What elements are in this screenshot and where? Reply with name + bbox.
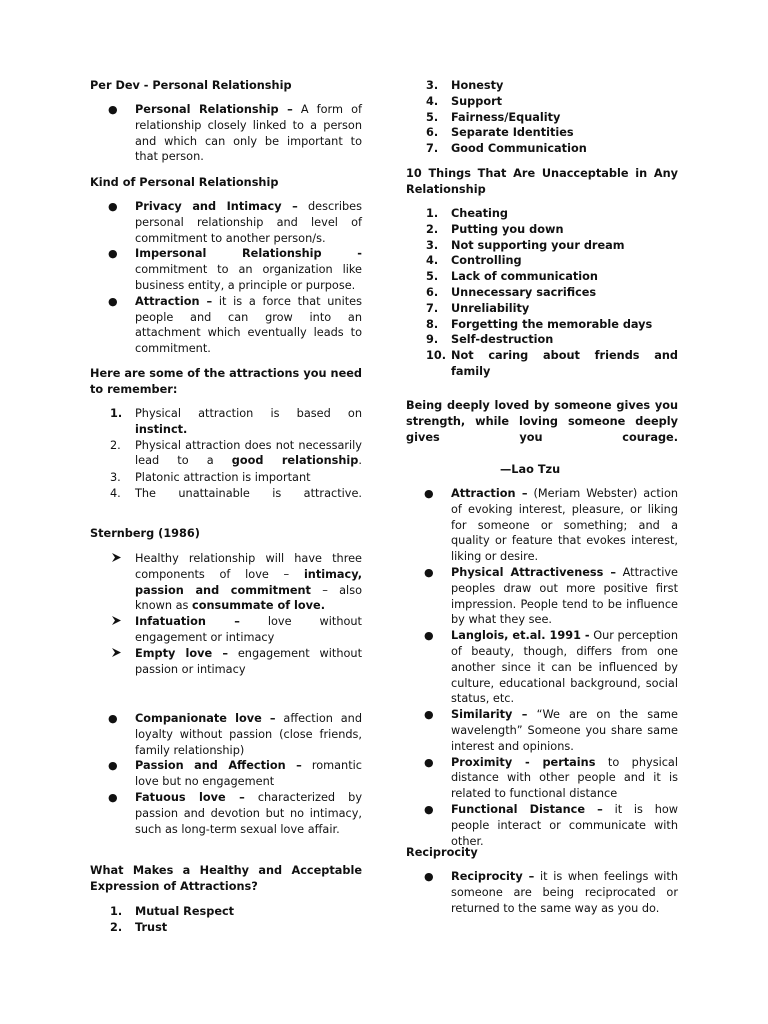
list-item: 1. Mutual Respect	[110, 905, 235, 918]
list-item: ● Reciprocity – it is when feelings with someone are being reciprocated or returned to the same way as you do.	[424, 870, 679, 915]
bullet-icon: ●	[108, 294, 118, 308]
bullet-icon: ●	[424, 802, 434, 816]
bullet-icon: ●	[424, 487, 434, 500]
term: Attraction –	[451, 487, 528, 500]
arrow-bullet-icon	[111, 647, 123, 663]
document-title: Per Dev - Personal Relationship	[90, 79, 292, 92]
item-number: 4.	[110, 486, 121, 500]
list-item: 4. Controlling	[426, 254, 522, 268]
list-item: Empty love – engagement without passion or intimacy	[90, 646, 362, 678]
item-number: 3.	[110, 471, 121, 484]
section-heading-healthy: What Makes a Healthy and Acceptable Expression of Attractions?	[90, 864, 362, 893]
definition: commitment to an organization like business entity, a principle or purpose.	[135, 263, 362, 292]
bullet-icon: ●	[424, 870, 434, 883]
list-item: 5. Lack of communication	[426, 270, 598, 284]
item-number: 1.	[110, 905, 123, 918]
reciprocity-list	[406, 869, 678, 916]
term: Functional Distance –	[451, 802, 603, 816]
section-heading-unacceptable: 10 Things That Are Unacceptable in Any Relationship	[406, 167, 678, 196]
quote-author: —Lao Tzu	[500, 463, 561, 476]
attractions-list	[90, 406, 362, 469]
list-item: 2. Physical attraction does not necessarily lead to a good relationship.	[110, 438, 362, 468]
bullet-icon: ●	[108, 200, 118, 213]
bullet-icon: ●	[108, 103, 118, 116]
section-heading-kinds: Kind of Personal Relationship	[90, 176, 279, 189]
term: Privacy and Intimacy –	[135, 200, 298, 213]
list-item: 6. Separate Identities	[426, 126, 574, 140]
list-item	[90, 294, 362, 357]
definitions-list	[406, 486, 678, 849]
term: Impersonal Relationship -	[135, 247, 362, 261]
bullet-icon: ●	[108, 247, 118, 261]
section-heading-attractions: Here are some of the attractions you need to remember:	[90, 367, 362, 396]
list-item	[90, 246, 362, 293]
definition: describes personal relationship and level of commitment to another person/s.	[135, 200, 362, 245]
personal-relationship-list	[90, 102, 362, 165]
list-item: Healthy relationship will have three components of love – intimacy, passion and commitment – also known as consummate of love.	[90, 551, 362, 614]
list-item: ● Functional Distance – it is how people interact or communicate with other.	[424, 802, 679, 848]
list-item	[90, 102, 362, 165]
healthy-list-cont	[406, 78, 678, 157]
bullet-icon: ●	[424, 755, 434, 769]
list-item: 7. Unreliability	[426, 301, 530, 315]
term: Reciprocity –	[451, 870, 535, 883]
list-item: 2. Trust	[110, 920, 168, 934]
term: Passion and Affection –	[135, 759, 302, 773]
list-item: 10. Not caring about friends and family	[426, 349, 678, 378]
quote-text: Being deeply loved by someone gives you strength, while loving someone deeply gives you courage.	[406, 399, 678, 444]
list-item: ● Similarity – “We are on the same wavelength” Someone you share same interest and opinions.	[424, 708, 679, 753]
bullet-icon: ●	[108, 790, 118, 804]
arrow-bullet-icon	[111, 552, 123, 568]
list-item: 4. The unattainable is attractive.	[110, 486, 362, 500]
list-item: 1. Cheating	[426, 207, 509, 220]
list-item: 8. Forgetting the memorable days	[426, 317, 653, 331]
term: Personal Relationship –	[135, 103, 293, 116]
unacceptable-list	[406, 206, 678, 380]
list-item: 3. Platonic attraction is important	[110, 471, 311, 484]
bullet-icon: ●	[108, 759, 118, 773]
bullet-icon: ●	[108, 712, 118, 725]
kinds-list	[90, 199, 362, 357]
healthy-list	[90, 904, 362, 936]
list-item: 9. Self-destruction	[426, 333, 554, 347]
term: Proximity - pertains	[451, 755, 596, 769]
list-item: 7. Good Communication	[426, 142, 587, 156]
arrow-bullet-icon	[111, 615, 123, 631]
item-number: 1.	[110, 407, 123, 420]
item-number: 2.	[110, 920, 123, 934]
attractions-list-cont	[90, 470, 362, 502]
term: Companionate love –	[135, 712, 276, 725]
list-item: 1. Physical attraction is based on instinct.	[110, 407, 362, 436]
list-item: ● Attraction – (Meriam Webster) action of evoking interest, pleasure, or liking for someone or something; and a quality or feature that evokes interest, liking or desire.	[424, 487, 679, 564]
bullet-icon: ●	[424, 565, 434, 579]
bullet-icon: ●	[424, 629, 434, 643]
list-item: 4. Support	[426, 94, 503, 108]
list-item	[90, 199, 362, 246]
definition: A form of relationship closely linked to a person and which can only be important to that person.	[135, 103, 363, 164]
list-item: ● Langlois, et.al. 1991 - Our perception of beauty, though, differs from one another since it can be influenced by culture, educational background, social status, etc.	[424, 629, 678, 706]
list-item: 5. Fairness/Equality	[426, 110, 561, 124]
sternberg-list	[90, 551, 362, 677]
list-item: ● Companionate love – affection and loyalty without passion (close friends, family relationship)	[108, 712, 362, 757]
term: Fatuous love –	[135, 790, 245, 804]
section-heading-sternberg: Sternberg (1986)	[90, 527, 200, 540]
list-item: ● Proximity - pertains to physical distance with other people and it is related to functional distance	[424, 755, 678, 801]
bullet-icon: ●	[424, 708, 434, 722]
term: Similarity –	[451, 708, 528, 722]
list-item: 6. Unnecessary sacrifices	[426, 285, 597, 299]
list-item: ● Fatuous love – characterized by passion and devotion but no intimacy, such as long-term sexual love affair.	[108, 790, 363, 836]
term: Langlois, et.al. 1991 -	[451, 629, 590, 643]
list-item: 3. Not supporting your dream	[426, 238, 625, 252]
list-item: ● Passion and Affection – romantic love but no engagement	[108, 759, 362, 789]
term: Physical Attractiveness –	[451, 565, 616, 579]
term: Attraction –	[135, 294, 213, 308]
love-types-list	[90, 711, 362, 837]
section-heading-reciprocity: Reciprocity	[406, 846, 478, 859]
list-item: Infatuation – love without engagement or intimacy	[90, 614, 362, 646]
definition: it is a force that unites people and can grow into an attachment which eventually leads to commitment.	[135, 294, 363, 356]
item-number: 2.	[110, 438, 121, 452]
list-item: ● Physical Attractiveness – Attractive peoples draw out more positive first impression. People tend to be influence by what they see.	[424, 565, 679, 627]
list-item: 2. Putting you down	[426, 222, 564, 236]
list-item: 3. Honesty	[426, 79, 504, 92]
